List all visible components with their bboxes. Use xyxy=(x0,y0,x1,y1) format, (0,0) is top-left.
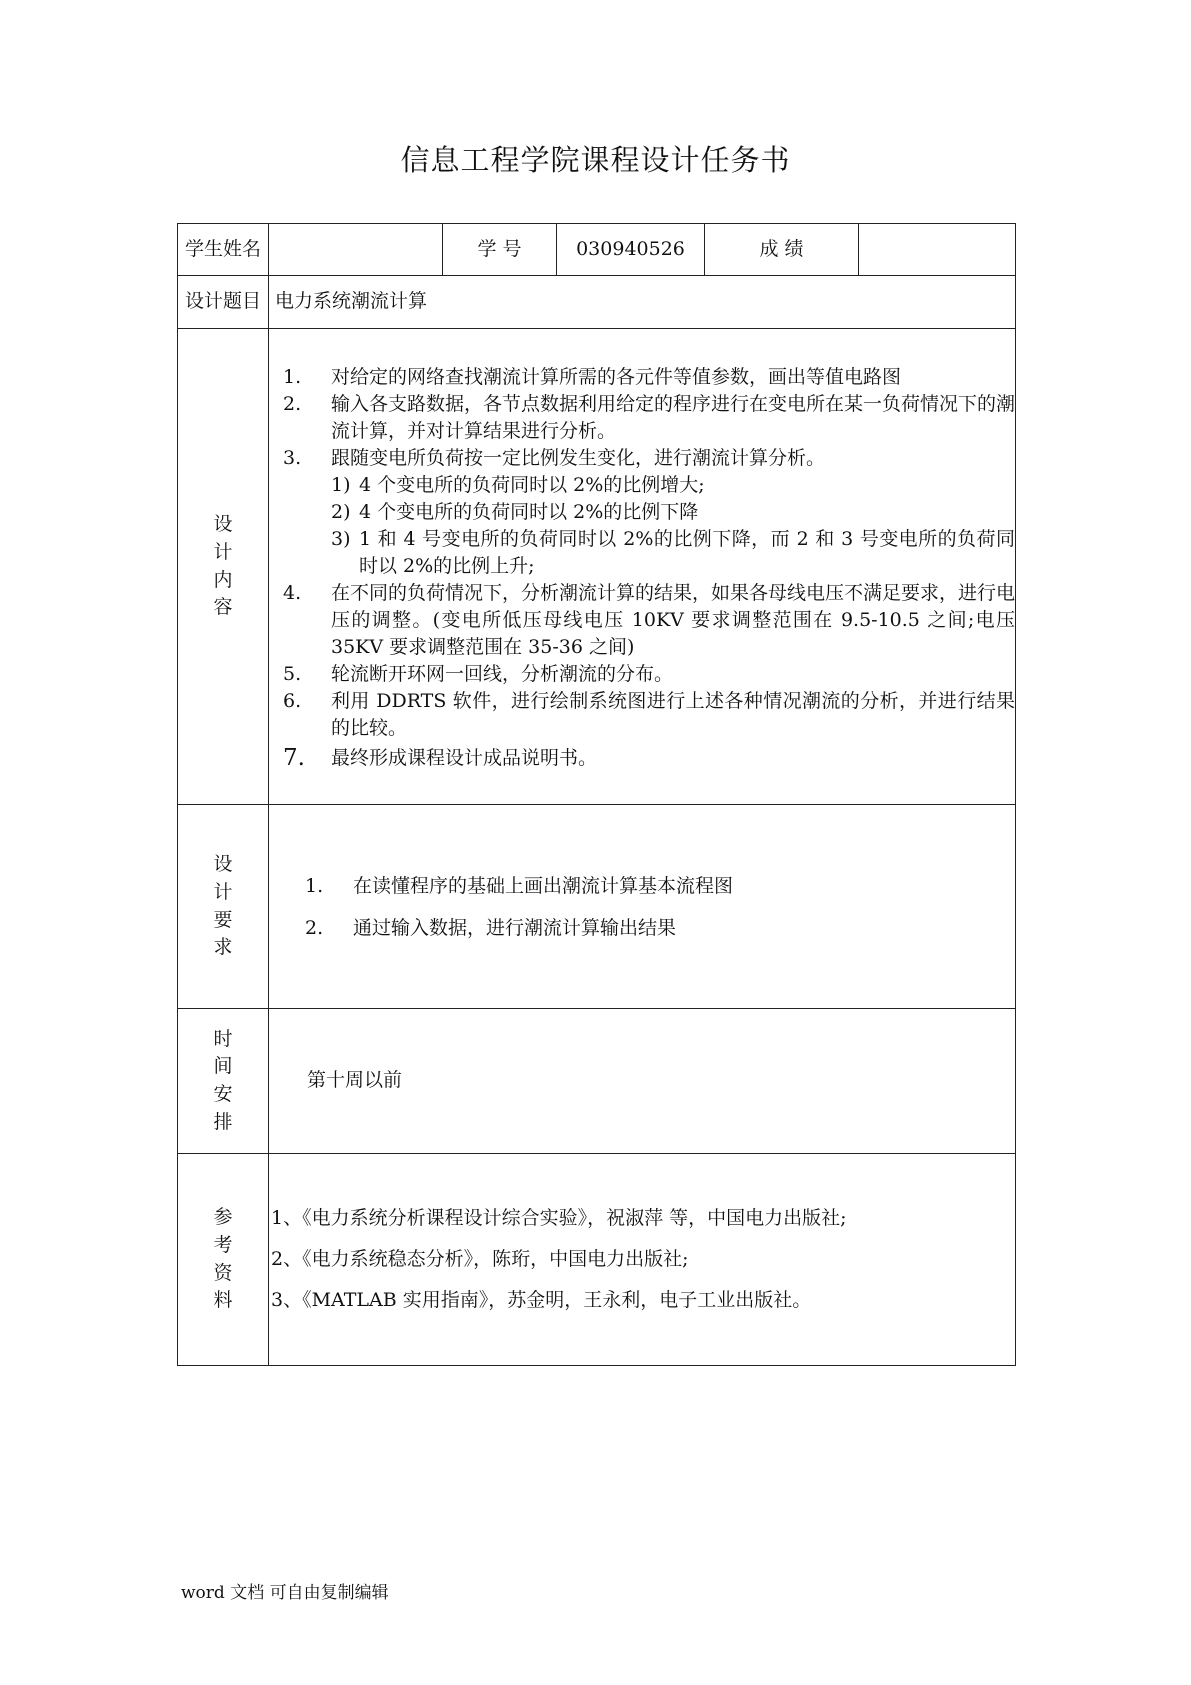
requirements-cell xyxy=(269,805,1016,1009)
reference-item: 2、《电力系统稳态分析》，陈珩，中国电力出版社; xyxy=(271,1248,689,1270)
topic-value: 电力系统潮流计算 xyxy=(269,276,1016,329)
student-id-value: 030940526 xyxy=(557,224,705,276)
content-item: 3. 跟随变电所负荷按一定比例发生变化，进行潮流计算分析。 xyxy=(283,446,826,469)
task-table xyxy=(177,223,1016,1366)
content-item: 2. 输入各支路数据，各节点数据利用给定的程序进行在变电所在某一负荷情况下的潮流计算，并对计算结果进行分析。 xyxy=(283,392,1016,442)
student-id-label: 学 号 xyxy=(443,224,557,276)
content-label-text: 设计内容 xyxy=(213,513,233,619)
page-title: 信息工程学院课程设计任务书 xyxy=(400,143,791,177)
content-label xyxy=(178,329,269,805)
footer-note: word 文档 可自由复制编辑 xyxy=(181,1583,389,1603)
content-item: 4. 在不同的负荷情况下，分析潮流计算的结果，如果各母线电压不满足要求，进行电压的调整。(变电所低压母线电压 10KV 要求调整范围在 9.5-10.5 之间;电压 35KV 要求调整范围在 35-36 之间) xyxy=(283,581,1016,658)
content-item: 1. 对给定的网络查找潮流计算所需的各元件等值参数，画出等值电路图 xyxy=(283,365,902,388)
schedule-label-text: 时间安排 xyxy=(213,1027,233,1133)
references-label xyxy=(178,1154,269,1366)
references-cell xyxy=(269,1154,1016,1366)
topic-label: 设计题目 xyxy=(178,276,269,329)
student-name-value xyxy=(269,224,443,276)
grade-value xyxy=(859,224,1016,276)
content-cell xyxy=(269,329,1016,805)
content-item: 5. 轮流断开环网一回线，分析潮流的分布。 xyxy=(283,662,674,685)
content-subitem: 2) 4 个变电所的负荷同时以 2%的比例下降 xyxy=(331,500,699,523)
reference-item: 3、《MATLAB 实用指南》，苏金明，王永利，电子工业出版社。 xyxy=(271,1289,812,1311)
content-item: 6. 利用 DDRTS 软件，进行绘制系统图进行上述各种情况潮流的分析，并进行结果的比较。 xyxy=(283,689,1015,739)
requirements-label-text: 设计要求 xyxy=(213,853,233,959)
requirement-item: 1. 在读懂程序的基础上画出潮流计算基本流程图 xyxy=(305,874,734,897)
requirement-item: 2. 通过输入数据，进行潮流计算输出结果 xyxy=(305,916,677,939)
schedule-value: 第十周以前 xyxy=(269,1009,1016,1154)
content-item: 7. 最终形成课程设计成品说明书。 xyxy=(283,744,598,771)
schedule-label xyxy=(178,1009,269,1154)
requirements-label xyxy=(178,805,269,1009)
content-subitem: 3) 1 和 4 号变电所的负荷同时以 2%的比例下降，而 2 和 3 号变电所的负荷同时以 2%的比例上升; xyxy=(331,527,1015,577)
student-name-label: 学生姓名 xyxy=(178,224,269,276)
reference-item: 1、《电力系统分析课程设计综合实验》，祝淑萍 等，中国电力出版社; xyxy=(271,1207,847,1229)
references-label-text: 参考资料 xyxy=(213,1206,233,1312)
content-subitem: 1) 4 个变电所的负荷同时以 2%的比例增大; xyxy=(331,473,705,496)
grade-label: 成 绩 xyxy=(705,224,859,276)
